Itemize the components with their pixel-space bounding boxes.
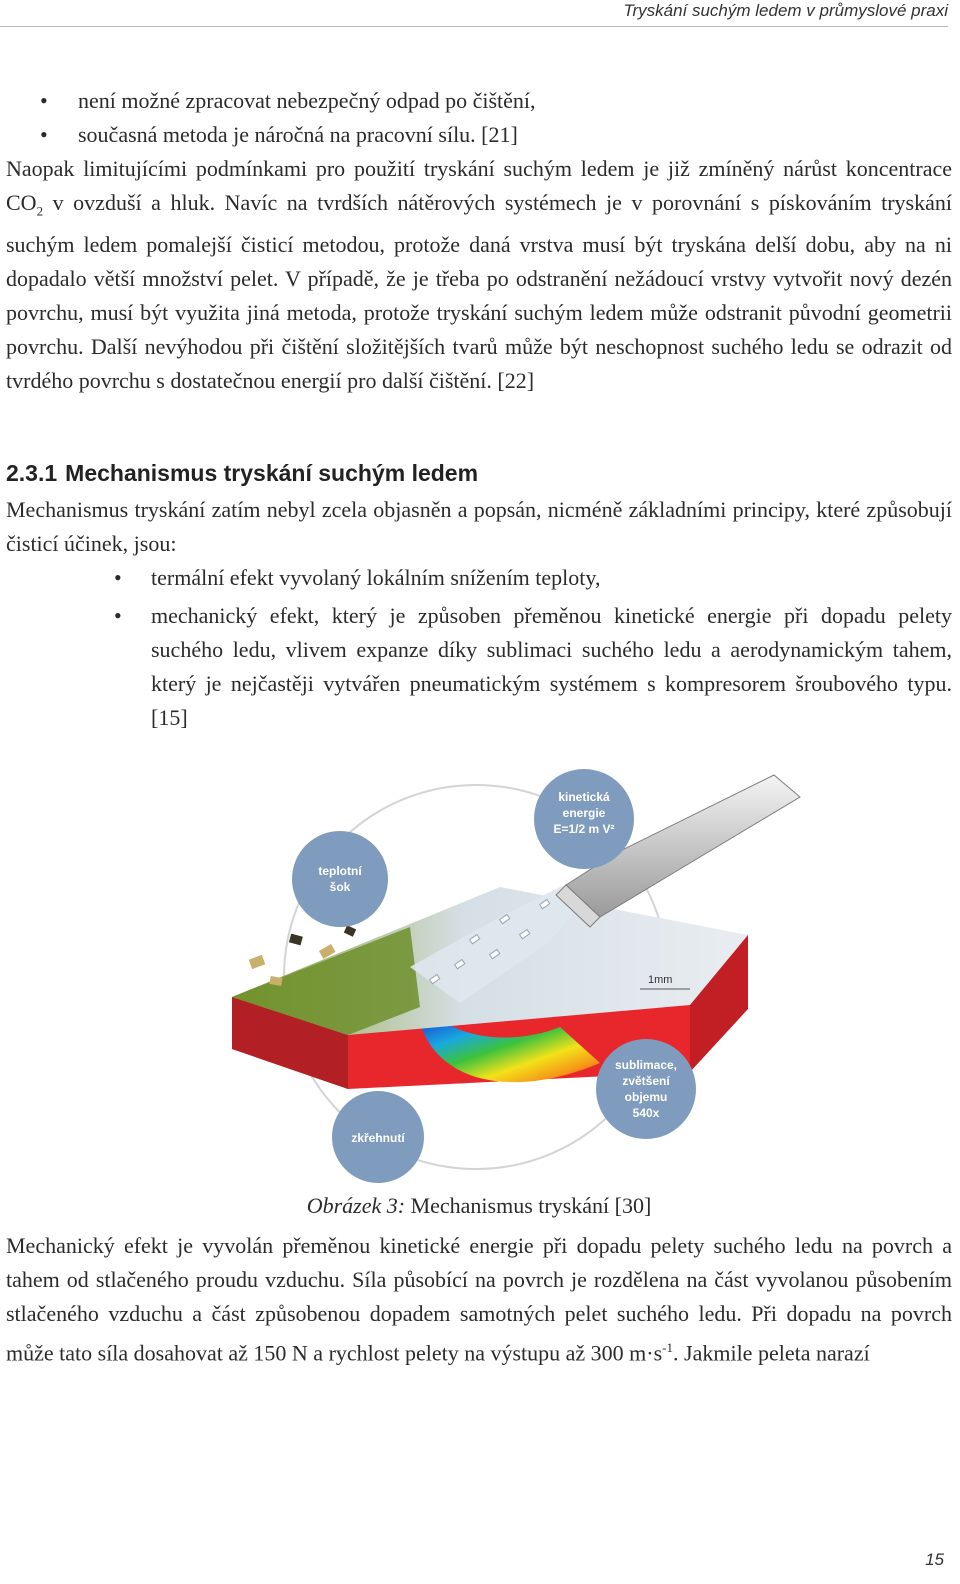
- svg-text:zvětšení: zvětšení: [622, 1074, 670, 1089]
- debris: [249, 955, 266, 969]
- debris: [344, 926, 356, 937]
- scale-label: 1mm: [648, 974, 673, 987]
- paragraph-mechanism-intro: Mechanismus tryskání zatím nebyl zcela objasněn a popsán, nicméně základními principy, které způsobují čisticí účinek, jsou:: [6, 497, 952, 557]
- svg-text:E=1/2 m V²: E=1/2 m V²: [553, 822, 615, 837]
- svg-text:zkřehnutí: zkřehnutí: [351, 1131, 405, 1146]
- drawbacks-list: [6, 84, 952, 152]
- blasting-diagram: [0, 767, 960, 1187]
- section-title: Mechanismus tryskání suchým ledem: [65, 460, 479, 487]
- svg-text:kinetická: kinetická: [558, 790, 610, 805]
- list-item: • není možné zpracovat nebezpečný odpad po čištění,: [6, 84, 952, 118]
- bubble-embrittlement: [332, 1091, 424, 1183]
- svg-text:šok: šok: [329, 880, 351, 895]
- figure-blasting-mechanism: [0, 767, 960, 1187]
- mechanism-list: [6, 561, 952, 735]
- svg-text:540x: 540x: [632, 1106, 660, 1121]
- list-item: • současná metoda je náročná na pracovní sílu. [21]: [6, 118, 952, 152]
- page-number: 15: [925, 1550, 944, 1569]
- caption-label: Obrázek 3:: [306, 1193, 406, 1219]
- list-item: • termální efekt vyvolaný lokálním snížením teploty,: [6, 561, 952, 595]
- page-content: [6, 84, 952, 1371]
- section-number: 2.3.1: [6, 460, 58, 487]
- caption-text: Mechanismus tryskání [30]: [405, 1193, 652, 1219]
- figure-caption: [6, 1193, 952, 1219]
- svg-text:teplotní: teplotní: [318, 864, 362, 879]
- svg-text:objemu: objemu: [624, 1090, 668, 1105]
- running-header: [0, 0, 948, 27]
- debris: [289, 934, 303, 946]
- bubble-kinetic: [534, 769, 634, 869]
- section-heading: [6, 460, 952, 487]
- bubble-thermal: [292, 831, 388, 927]
- bubble-sublimation: [596, 1039, 696, 1139]
- svg-text:energie: energie: [562, 806, 606, 821]
- svg-text:sublimace,: sublimace,: [614, 1058, 678, 1073]
- running-title: Tryskání suchým ledem v průmyslové praxi: [623, 1, 948, 20]
- paragraph-mechanical-effect: Mechanický efekt je vyvolán přeměnou kinetické energie při dopadu pelety suchého ledu na povrch a tahem od stlačeného proudu vzduchu. Síla působící na povrch je rozdělena na část vyvolanou působením stlačeného vzduchu a část způsobenou dopadem samotných pelet suchého ledu. Při dopadu na povrch může tato síla dosahovat až 150 N a rychlost pelety na výstupu až 300 $m\cdot s^{-1}$. Jakmile peleta narazí: [6, 1233, 952, 1366]
- list-item: • mechanický efekt, který je způsoben přeměnou kinetické energie při dopadu pelety suchého ledu, vlivem expanze díky sublimaci suchého ledu a aerodynamickým tahem, který je nejčastěji vytvářen pneumatickým systémem s kompresorem šroubového typu. [15]: [6, 599, 952, 735]
- paragraph-limits: Naopak limitujícími podmínkami pro použití tryskání suchým ledem je již zmíněný nárůst koncentrace $CO_2$ v ovzduší a hluk. Navíc na tvrdších nátěrových systémech je v porovnání s pískováním tryskání suchým ledem pomalejší čisticí metodou, protože daná vrstva musí být tryskána delší dobu, aby na ni dopadalo větší množství pelet. V případě, že je třeba po odstranění nežádoucí vrstvy vytvořit nový dezén povrchu, musí být využita jiná metoda, protože tryskání suchým ledem může odstranit původní geometrii povrchu. Další nevýhodou při čištění složitějších tvarů může být neschopnost suchého ledu se odrazit od tvrdého povrchu s dostatečnou energií pro další čištění. [22]: [6, 156, 952, 394]
